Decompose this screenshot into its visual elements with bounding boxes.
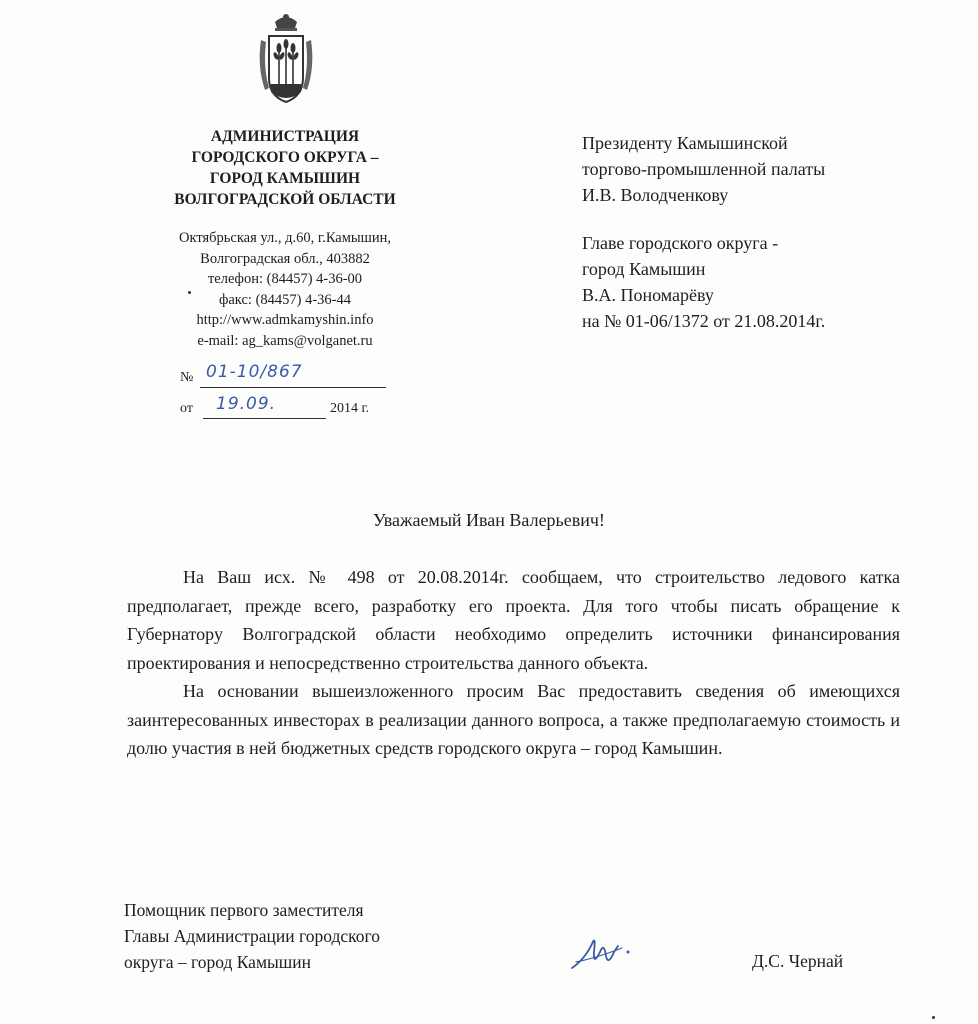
year-text: 2014 г.	[330, 401, 370, 416]
fax-line: факс: (84457) 4-36-44	[218, 291, 352, 308]
scan-speck	[932, 1016, 935, 1019]
handwritten-date: 19.09.	[216, 394, 277, 414]
addressee-line: В.А. Пономарёву	[582, 285, 714, 305]
addressee-line: Президенту Камышинской	[582, 133, 788, 153]
body-paragraph: На Ваш исх. № 498 от 20.08.2014г. сообщаем, что строительство ледового катка предполагает, прежде всего, разработку его проекта. Для того чтобы писать обращение к Губернатору Волгоградской области необходимо определить источники финансирования проектирования и непосредственно строительства данного объекта.	[127, 567, 900, 673]
handwritten-number: 01-10/867	[206, 362, 303, 382]
organization-contacts	[140, 228, 430, 351]
addressee-line: И.В. Володченкову	[582, 185, 729, 205]
org-line: ГОРОДСКОГО ОКРУГА –	[191, 149, 379, 166]
handwritten-signature-icon	[566, 922, 646, 976]
addressee-line: Главе городского округа -	[582, 233, 779, 253]
scan-speck	[188, 291, 191, 294]
address-line: Волгоградская обл., 403882	[200, 250, 370, 267]
kamyshin-coat-of-arms-icon	[255, 12, 317, 108]
addressee-line: город Камышин	[582, 259, 706, 279]
letter-body	[127, 563, 900, 763]
organization-name	[150, 126, 420, 210]
number-label: №	[180, 370, 194, 385]
phone-line: телефон: (84457) 4-36-00	[207, 271, 363, 287]
position-line: Помощник первого заместителя	[124, 900, 364, 920]
signer-name: Д.С. Чернай	[752, 951, 844, 971]
website-line: http://www.admkamyshin.info	[196, 312, 374, 328]
reference-line: на № 01-06/1372 от 21.08.2014г.	[582, 311, 826, 331]
position-line: округа – город Камышин	[124, 952, 311, 972]
position-line: Главы Администрации городского	[124, 926, 381, 946]
addressee-block	[582, 130, 972, 334]
org-line: ГОРОД КАМЫШИН	[209, 170, 361, 187]
body-paragraph: На основании вышеизложенного просим Вас предоставить сведения об имеющихся заинтересованных инвесторах в реализации данного вопроса, а также предполагаемую стоимость и долю участия в ней бюджетных средств городского округа – город Камышин.	[127, 681, 900, 758]
org-line: АДМИНИСТРАЦИЯ	[210, 128, 360, 145]
addressee-line: торгово-промышленной палаты	[582, 159, 826, 179]
address-line: Октябрьская ул., д.60, г.Камышин,	[179, 230, 391, 246]
date-label: от	[180, 401, 193, 416]
org-line: ВОЛГОГРАДСКОЙ ОБЛАСТИ	[174, 191, 396, 208]
signer-position	[124, 897, 380, 975]
salutation: Уважаемый Иван Валерьевич!	[373, 510, 605, 530]
email-line: e-mail: ag_kams@volganet.ru	[197, 332, 373, 349]
